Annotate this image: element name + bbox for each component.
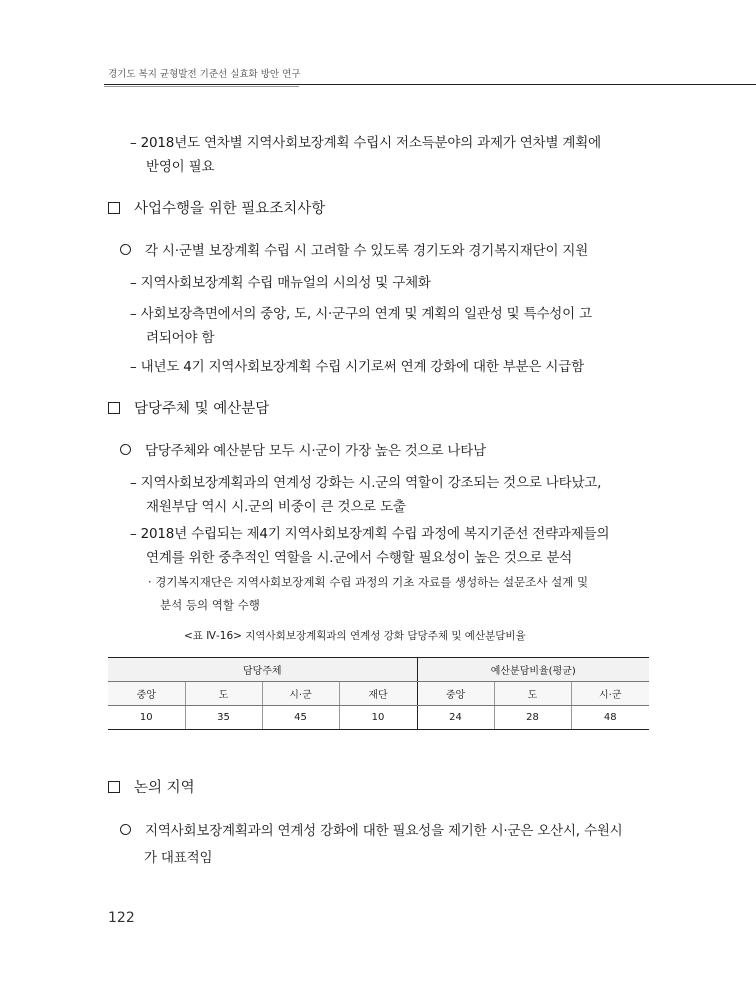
table-column-header: 도	[494, 682, 571, 706]
table-group-header: 예산분담비율(평균)	[417, 658, 649, 682]
circle-item: 지역사회보장계획과의 연계성 강화에 대한 필요성을 제기한 시·군은 오산시, 수원시	[120, 819, 623, 839]
section-heading: 사업수행을 위한 필요조치사항	[108, 197, 325, 218]
dash-item-continued: 연계를 위한 중추적인 역할을 시.군에서 수행할 필요성이 높은 것으로 분석	[146, 550, 573, 566]
table-cell: 28	[494, 706, 571, 730]
table-cell: 10	[339, 706, 417, 730]
circle-item-continued: 가 대표적임	[144, 850, 213, 866]
table-column-header: 시·군	[262, 682, 339, 706]
table-cell: 45	[262, 706, 339, 730]
section-heading: 담당주체 및 예산분담	[108, 397, 269, 418]
dash-item: – 사회보장측면에서의 중앙, 도, 시·군구의 연계 및 계획의 일관성 및 특수성이 고	[130, 306, 592, 322]
running-header: 경기도 복지 균형발전 기준선 실효화 방안 연구	[108, 69, 301, 80]
checkbox-square-icon	[108, 402, 120, 414]
section-heading: 논의 지역	[108, 776, 195, 797]
dash-item-continued: 반영이 필요	[146, 159, 215, 175]
table-cell: 10	[108, 706, 185, 730]
circle-item: 각 시·군별 보장계획 수립 시 고려할 수 있도록 경기도와 경기복지재단이 지원	[120, 239, 588, 259]
table-column-header: 중앙	[417, 682, 494, 706]
checkbox-square-icon	[108, 202, 120, 214]
circle-item: 담당주체와 예산분담 모두 시·군이 가장 높은 것으로 나타남	[120, 439, 486, 459]
table-column-header: 시·군	[571, 682, 649, 706]
budget-table	[108, 657, 649, 730]
dash-item-continued: 재원부담 역시 시.군의 비중이 큰 것으로 도출	[146, 499, 406, 515]
circle-bullet-icon	[120, 244, 131, 255]
table-cell: 35	[185, 706, 262, 730]
dash-item: – 2018년도 연차별 지역사회보장계획 수립시 저소득분야의 과제가 연차별 계획에	[130, 135, 601, 151]
checkbox-square-icon	[108, 781, 120, 793]
table-cell: 24	[417, 706, 494, 730]
header-rule	[104, 84, 756, 85]
sub-item: · 경기복지재단은 지역사회보장계획 수립 과정의 기초 자료를 생성하는 설문조사 설계 및	[148, 575, 589, 589]
circle-bullet-icon	[120, 824, 131, 835]
sub-item-continued: 분석 등의 역할 수행	[160, 598, 260, 612]
dash-item: – 내년도 4기 지역사회보장계획 수립 시기로써 연계 강화에 대한 부분은 시급함	[130, 359, 584, 375]
page-number: 122	[108, 910, 135, 926]
dash-item: – 지역사회보장계획과의 연계성 강화는 시.군의 역할이 강조되는 것으로 나타났고,	[130, 475, 602, 491]
table-column-header: 도	[185, 682, 262, 706]
table-column-header: 중앙	[108, 682, 185, 706]
header-underline	[104, 86, 299, 87]
table-cell: 48	[571, 706, 649, 730]
dash-item: – 2018년 수립되는 제4기 지역사회보장계획 수립 과정에 복지기준선 전략과제들의	[130, 526, 610, 542]
circle-bullet-icon	[120, 444, 131, 455]
dash-item: – 지역사회보장계획 수립 매뉴얼의 시의성 및 구체화	[130, 275, 431, 291]
dash-item-continued: 려되어야 함	[146, 330, 215, 346]
table-group-header: 담당주체	[108, 658, 417, 682]
table-column-header: 재단	[339, 682, 417, 706]
table-caption: <표 Ⅳ-16> 지역사회보장계획과의 연계성 강화 담당주체 및 예산분담비율	[184, 630, 526, 642]
